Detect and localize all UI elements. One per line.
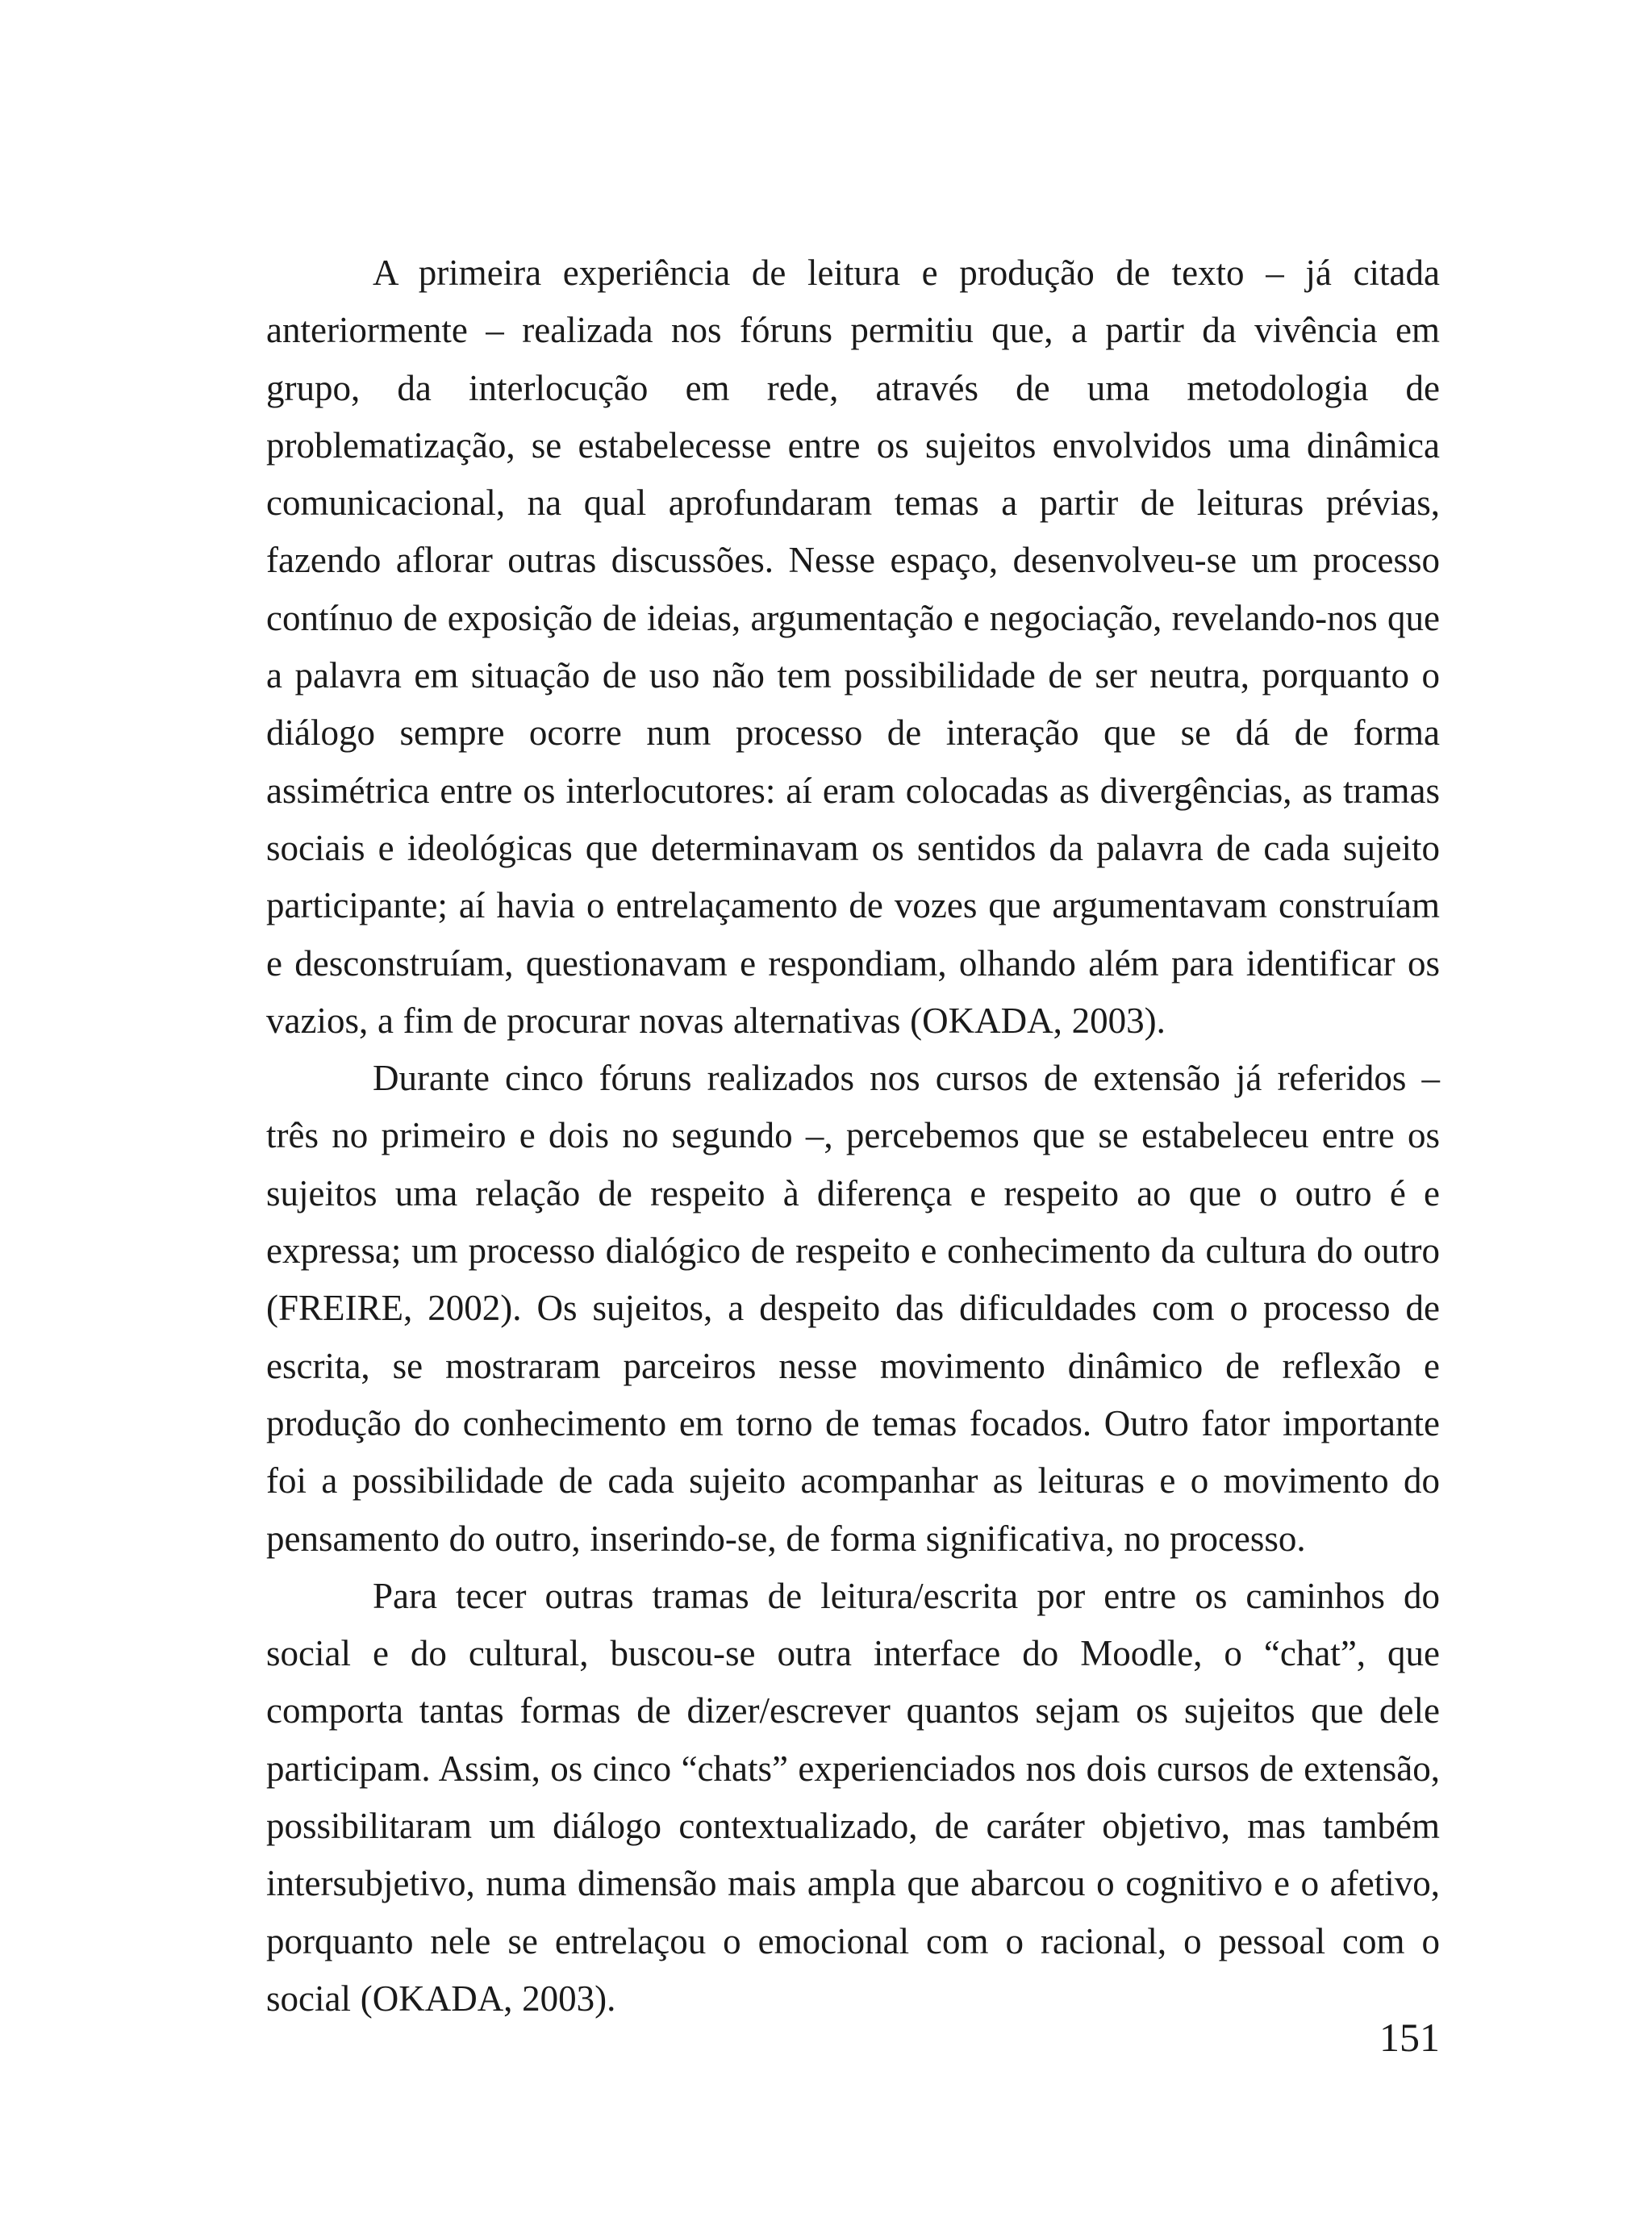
paragraph-1: A primeira experiência de leitura e produção de texto – já citada anteriormente – realizada nos fóruns permitiu que, a partir da vivência em grupo, da interlocução em rede, através de uma metodologia de problematização, se estabelecesse entre os sujeitos envolvidos uma dinâmica comunicacional, na qual aprofundaram temas a partir de leituras prévias, fazendo aflorar outras discussões. Nesse espaço, desenvolveu-se um processo contínuo de exposição de ideias, argumentação e negociação, revelando-nos que a palavra em situação de uso não tem possibilidade de ser neutra, porquanto o diálogo sempre ocorre num processo de interação que se dá de forma assimétrica entre os interlocutores: aí eram colocadas as divergências, as tramas sociais e ideológicas que determinavam os sentidos da palavra de cada sujeito participante; aí havia o entrelaçamento de vozes que argumentavam construíam e desconstruíam, questionavam e respondiam, olhando além para identificar os vazios, a fim de procurar novas alternativas (OKADA, 2003).: [266, 253, 1440, 1041]
body-text: [266, 244, 1440, 2028]
page-number: 151: [1379, 2015, 1440, 2060]
paragraph-3: Para tecer outras tramas de leitura/escrita por entre os caminhos do social e do cultural, buscou-se outra interface do Moodle, o “chat”, que comporta tantas formas de dizer/escrever quantos sejam os sujeitos que dele participam. Assim, os cinco “chats” experienciados nos dois cursos de extensão, possibilitaram um diálogo contextualizado, de caráter objetivo, mas também intersubjetivo, numa dimensão mais ampla que abarcou o cognitivo e o afetivo, porquanto nele se entrelaçou o emocional com o racional, o pessoal com o social (OKADA, 2003).: [266, 1575, 1440, 2019]
paragraph-2: Durante cinco fóruns realizados nos cursos de extensão já referidos – três no primeiro e dois no segundo –, percebemos que se estabeleceu entre os sujeitos uma relação de respeito à diferença e respeito ao que o outro é e expressa; um processo dialógico de respeito e conhecimento da cultura do outro (FREIRE, 2002). Os sujeitos, a despeito das dificuldades com o processo de escrita, se mostraram parceiros nesse movimento dinâmico de reflexão e produção do conhecimento em torno de temas focados. Outro fator importante foi a possibilidade de cada sujeito acompanhar as leituras e o movimento do pensamento do outro, inserindo-se, de forma significativa, no processo.: [266, 1058, 1440, 1559]
